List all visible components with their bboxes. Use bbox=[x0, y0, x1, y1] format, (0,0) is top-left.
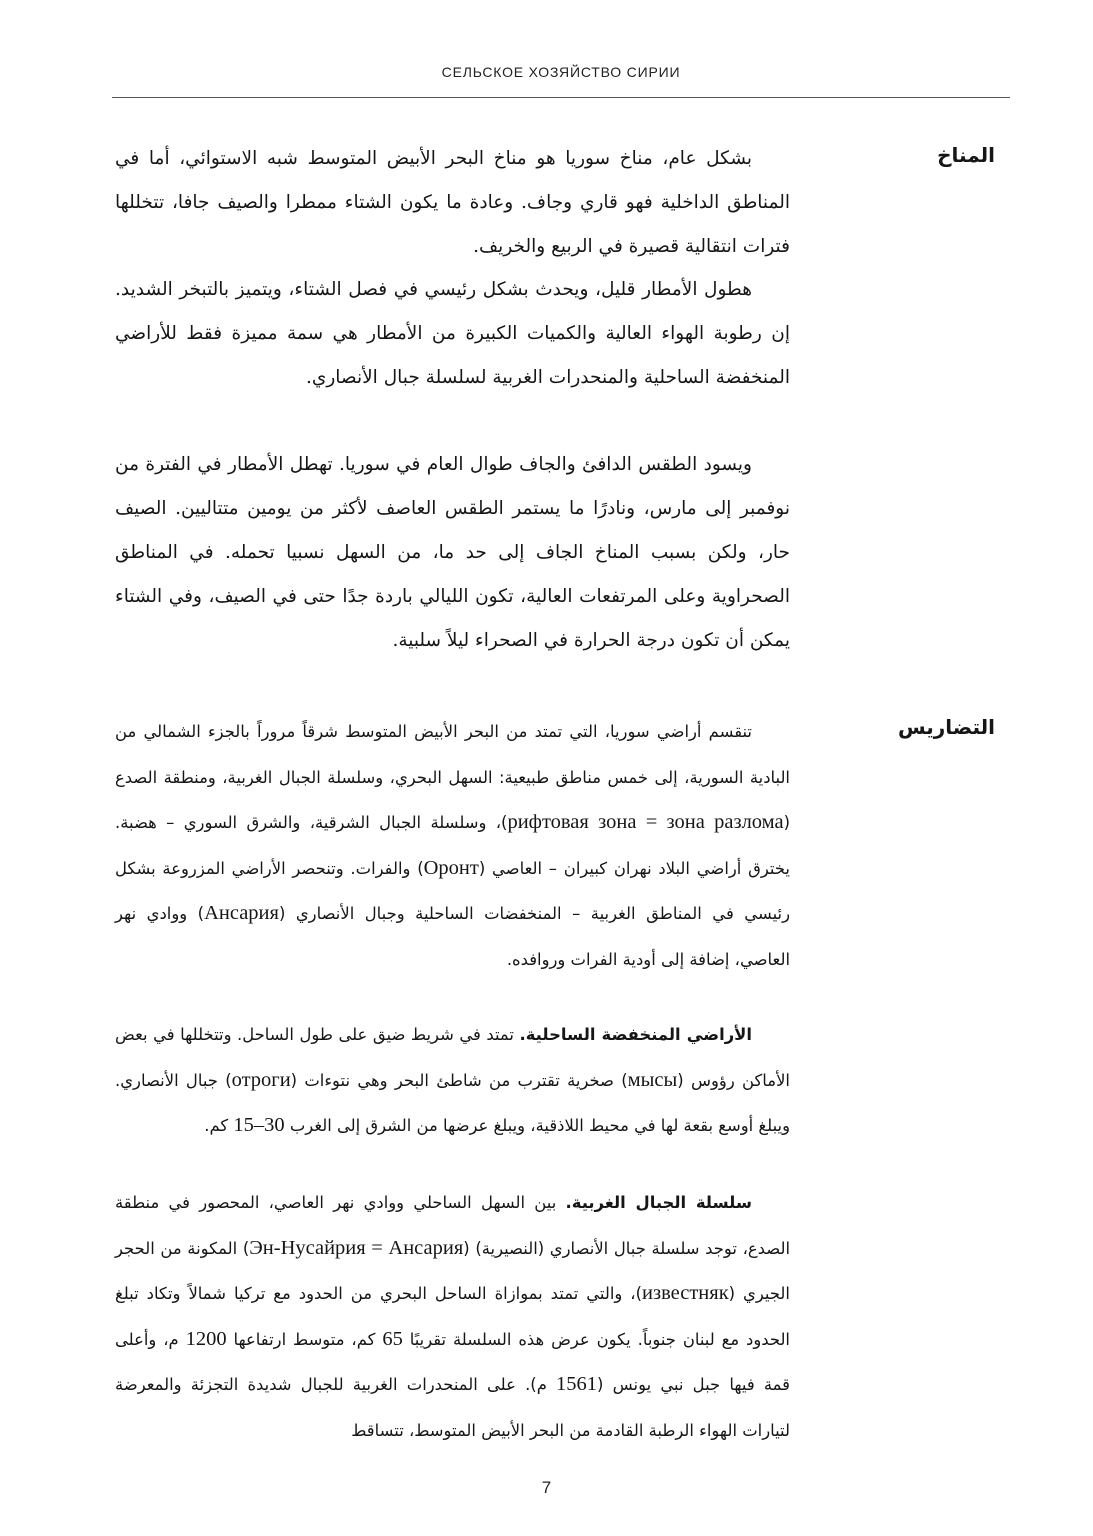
russian-term-spurs: отроги bbox=[231, 1068, 291, 1091]
relief-intro-text: )، وسلسلة الجبال الشرقية، والشرق السوري – هضبة. يخترق أراضي البلاد نهران كبيران – العاصي ( bbox=[115, 813, 790, 878]
russian-term-capes: мысы bbox=[627, 1068, 678, 1091]
section-label-relief: التضاريس bbox=[897, 715, 995, 739]
climate-paragraph-2: هطول الأمطار قليل، ويحدث بشكل رئيسي في فصل الشتاء، ويتميز بالتبخر الشديد. إن رطوبة الهواء العالية والكميات الكبيرة من الأمطار هي سمة مميزة فقط للأراضي المنخفضة الساحلية والمنحدرات الغربية لسلسلة جبال الأنصاري. bbox=[115, 279, 790, 388]
coastal-lowlands-paragraph bbox=[115, 1012, 790, 1149]
coastal-width-range: 15–30 bbox=[233, 1114, 285, 1136]
western-range-text: كم، متوسط ارتفاعها bbox=[226, 1329, 383, 1349]
coastal-lowlands-heading: الأراضي المنخفضة الساحلية. bbox=[519, 1025, 752, 1044]
relief-intro-text: تنقسم أراضي سوريا، التي تمتد من البحر الأبيض المتوسط شرقاً مروراً بالجزء الشمالي من البادية السورية، إلى خمس مناطق طبيعية: السهل البحري، وسلسلة الجبال الغربية، ومنطقة الصدع ( bbox=[115, 722, 790, 832]
russian-term-nusayriya: Эн-Нусайрия = Ансария bbox=[249, 1236, 464, 1259]
relief-intro-text: ) ووادي نهر العاصي، إضافة إلى أودية الفرات وروافده. bbox=[115, 904, 790, 969]
western-range-text: م، وأعلى قمة فيها جبل نبي يونس ( bbox=[115, 1329, 790, 1394]
coastal-text: ) جبال الأنصاري. ويبلغ أوسع بقعة لها في محيط اللاذقية، ويبلغ عرضها من الشرق إلى الغرب bbox=[115, 1070, 790, 1135]
western-range-paragraph bbox=[115, 1180, 790, 1453]
section-label-climate: المناخ bbox=[937, 143, 995, 167]
western-range-text: ) المكونة من الحجر الجيري ( bbox=[115, 1238, 790, 1303]
western-range-text: م). على المنحدرات الغربية للجبال شديدة التجزئة والمعرضة لتيارات الهواء الرطبة القادمة من البحر الأبيض المتوسط، تتساقط bbox=[115, 1375, 790, 1440]
russian-term-limestone: известняк bbox=[642, 1282, 729, 1304]
running-header: СЕЛЬСКОЕ ХОЗЯЙСТВО СИРИИ bbox=[441, 64, 681, 80]
russian-term-rift-zone: рифтовая зона = зона разлома bbox=[507, 811, 784, 833]
relief-intro-paragraph bbox=[115, 709, 790, 982]
climate-paragraph-3: ويسود الطقس الدافئ والجاف طوال العام في سوريا. تهطل الأمطار في الفترة من نوفمبر إلى مارس، ونادرًا ما يستمر الطقس العاصف لأكثر من يومين متتاليين. الصيف حار، ولكن بسبب المناخ الجاف إلى حد ما، من السهل نسبيا تحمله. في المناطق الصحراوية وعلى المرتفعات العالية، تكون الليالي باردة جدًا حتى في الصيف، وفي الشتاء يمكن أن تكون درجة الحرارة في الصحراء ليلاً سلبية. bbox=[115, 454, 790, 651]
range-height-number: 1200 bbox=[185, 1327, 227, 1350]
peak-height-number: 1561 bbox=[556, 1373, 598, 1395]
page-number: 7 bbox=[541, 1478, 552, 1497]
climate-paragraph-1: بشكل عام، مناخ سوريا هو مناخ البحر الأبيض المتوسط شبه الاستوائي، أما في المناطق الداخلية فهو قاري وجاف. وعادة ما يكون الشتاء ممطرا والصيف جافا، تتخللها فترات انتقالية قصيرة في الربيع والخريف. bbox=[115, 148, 790, 257]
western-range-text: بين السهل الساحلي ووادي نهر العاصي، المحصور في منطقة الصدع، توجد سلسلة جبال الأنصاري (النصيرية) ( bbox=[115, 1193, 790, 1258]
russian-term-ansaria: Ансария bbox=[204, 902, 279, 924]
western-range-text: )، والتي تمتد بموازاة الساحل البحري من الحدود مع تركيا شمالاً وتكاد تبلغ الحدود مع لبنان جنوباً. يكون عرض هذه السلسلة تقريبًا bbox=[115, 1284, 790, 1349]
coastal-text: تمتد في شريط ضيق على طول الساحل. وتتخللها في بعض الأماكن رؤوس ( bbox=[115, 1025, 790, 1090]
header-rule bbox=[112, 97, 1010, 98]
russian-term-oront: Оронт bbox=[423, 856, 479, 879]
coastal-text: كم. bbox=[204, 1116, 234, 1135]
relief-intro-text: ) والفرات. وتنحصر الأراضي المزروعة بشكل رئيسي في المناطق الغربية – المنخفضات الساحلية وجبال الأنصاري ( bbox=[115, 858, 790, 923]
range-width-number: 65 bbox=[382, 1327, 403, 1350]
coastal-text: ) صخرية تقترب من شاطئ البحر وهي نتوءات ( bbox=[290, 1070, 628, 1090]
western-range-heading: سلسلة الجبال الغربية. bbox=[565, 1193, 752, 1212]
